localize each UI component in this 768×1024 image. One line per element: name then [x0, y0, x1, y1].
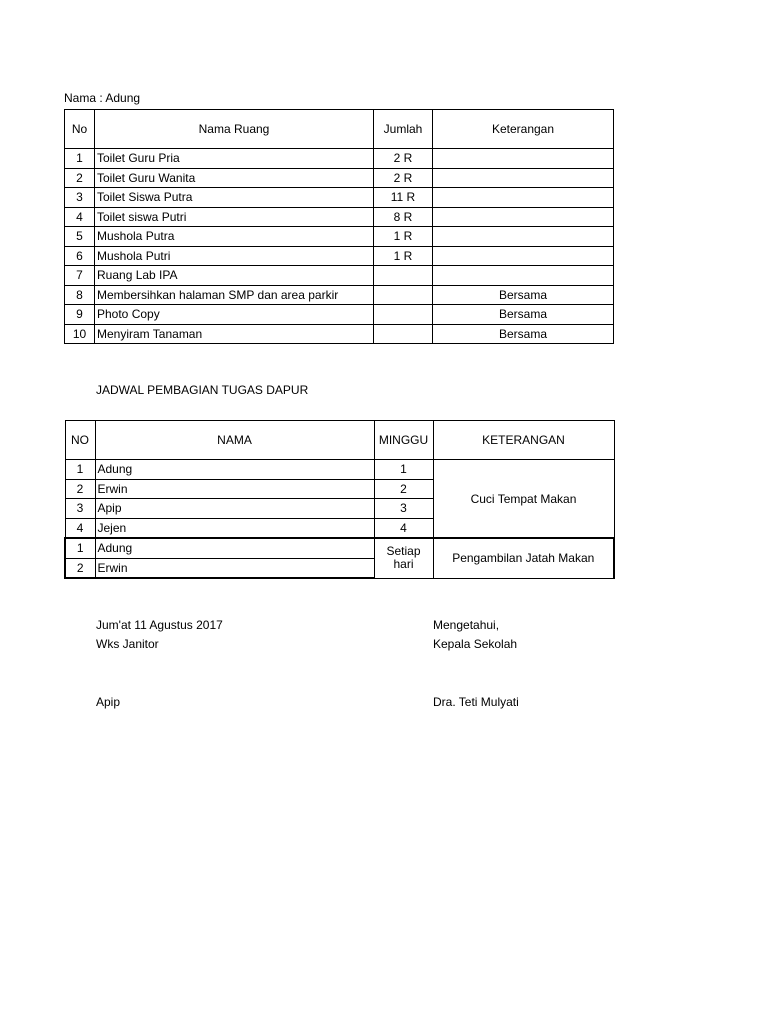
table-row	[65, 246, 614, 266]
table-row	[65, 266, 614, 286]
signature-right-name: Dra. Teti Mulyati	[433, 695, 519, 709]
row-number: 4	[65, 518, 95, 538]
notes-cell	[433, 207, 614, 227]
row-number: 3	[65, 499, 95, 519]
table-row	[65, 188, 614, 208]
room-name-cell: Ruang Lab IPA	[95, 266, 374, 286]
name-line: Nama : Adung	[64, 91, 141, 105]
room-name-cell: Toilet Siswa Putra	[95, 188, 374, 208]
header-notes: Keterangan	[433, 110, 614, 149]
notes-cell: Pengambilan Jatah Makan	[433, 538, 614, 578]
person-name-cell: Apip	[95, 499, 374, 519]
row-number: 10	[65, 324, 95, 344]
room-name-cell: Mushola Putri	[95, 246, 374, 266]
room-name-cell: Photo Copy	[95, 305, 374, 325]
person-name-cell: Jejen	[95, 518, 374, 538]
table-row	[65, 207, 614, 227]
notes-cell	[433, 246, 614, 266]
quantity-cell	[374, 285, 433, 305]
room-name-cell: Toilet siswa Putri	[95, 207, 374, 227]
notes-cell: Bersama	[433, 305, 614, 325]
header-no: NO	[65, 421, 95, 460]
table-row	[65, 168, 614, 188]
room-name-cell: Membersihkan halaman SMP dan area parkir	[95, 285, 374, 305]
row-number: 1	[65, 149, 95, 169]
table-row	[65, 460, 614, 480]
table-row	[65, 285, 614, 305]
notes-cell	[433, 227, 614, 247]
table-header-row	[65, 421, 614, 460]
table-header-row	[65, 110, 614, 149]
notes-cell	[433, 168, 614, 188]
table-row	[65, 149, 614, 169]
quantity-cell	[374, 324, 433, 344]
quantity-cell: 2 R	[374, 149, 433, 169]
table-row	[65, 538, 614, 558]
week-cell: 3	[374, 499, 433, 519]
row-number: 3	[65, 188, 95, 208]
row-number: 4	[65, 207, 95, 227]
signature-right-acknowledgement: Mengetahui,	[433, 618, 500, 632]
quantity-cell	[374, 305, 433, 325]
row-number: 6	[65, 246, 95, 266]
notes-cell: Bersama	[433, 285, 614, 305]
notes-cell: Bersama	[433, 324, 614, 344]
row-number: 2	[65, 479, 95, 499]
room-name-cell: Mushola Putra	[95, 227, 374, 247]
header-notes: KETERANGAN	[433, 421, 614, 460]
row-number: 2	[65, 558, 95, 578]
row-number: 1	[65, 538, 95, 558]
table-row	[65, 324, 614, 344]
notes-cell	[433, 266, 614, 286]
row-number: 7	[65, 266, 95, 286]
signature-date: Jum'at 11 Agustus 2017	[96, 618, 223, 632]
quantity-cell: 1 R	[374, 246, 433, 266]
row-number: 2	[65, 168, 95, 188]
kitchen-schedule-title: JADWAL PEMBAGIAN TUGAS DAPUR	[96, 383, 309, 397]
quantity-cell	[374, 266, 433, 286]
person-name-cell: Erwin	[95, 479, 374, 499]
header-room-name: Nama Ruang	[95, 110, 374, 149]
header-no: No	[65, 110, 95, 149]
week-cell: 2	[374, 479, 433, 499]
row-number: 5	[65, 227, 95, 247]
header-name: NAMA	[95, 421, 374, 460]
person-name-cell: Adung	[95, 538, 374, 558]
signature-left-name: Apip	[96, 695, 121, 709]
table-row	[65, 227, 614, 247]
notes-cell	[433, 149, 614, 169]
room-name-cell: Menyiram Tanaman	[95, 324, 374, 344]
room-name-cell: Toilet Guru Pria	[95, 149, 374, 169]
week-cell: 4	[374, 518, 433, 538]
quantity-cell: 11 R	[374, 188, 433, 208]
signature-left-role: Wks Janitor	[96, 637, 159, 651]
quantity-cell: 2 R	[374, 168, 433, 188]
signature-right-role: Kepala Sekolah	[433, 637, 518, 651]
kitchen-duty-table	[64, 420, 615, 579]
header-quantity: Jumlah	[374, 110, 433, 149]
room-task-table	[64, 109, 614, 344]
notes-cell	[433, 188, 614, 208]
quantity-cell: 8 R	[374, 207, 433, 227]
week-cell: 1	[374, 460, 433, 480]
row-number: 9	[65, 305, 95, 325]
notes-cell: Cuci Tempat Makan	[433, 460, 614, 539]
row-number: 1	[65, 460, 95, 480]
person-name-cell: Adung	[95, 460, 374, 480]
quantity-cell: 1 R	[374, 227, 433, 247]
table-row	[65, 305, 614, 325]
week-cell: Setiap hari	[374, 538, 433, 578]
row-number: 8	[65, 285, 95, 305]
person-name-cell: Erwin	[95, 558, 374, 578]
header-week: MINGGU	[374, 421, 433, 460]
room-name-cell: Toilet Guru Wanita	[95, 168, 374, 188]
